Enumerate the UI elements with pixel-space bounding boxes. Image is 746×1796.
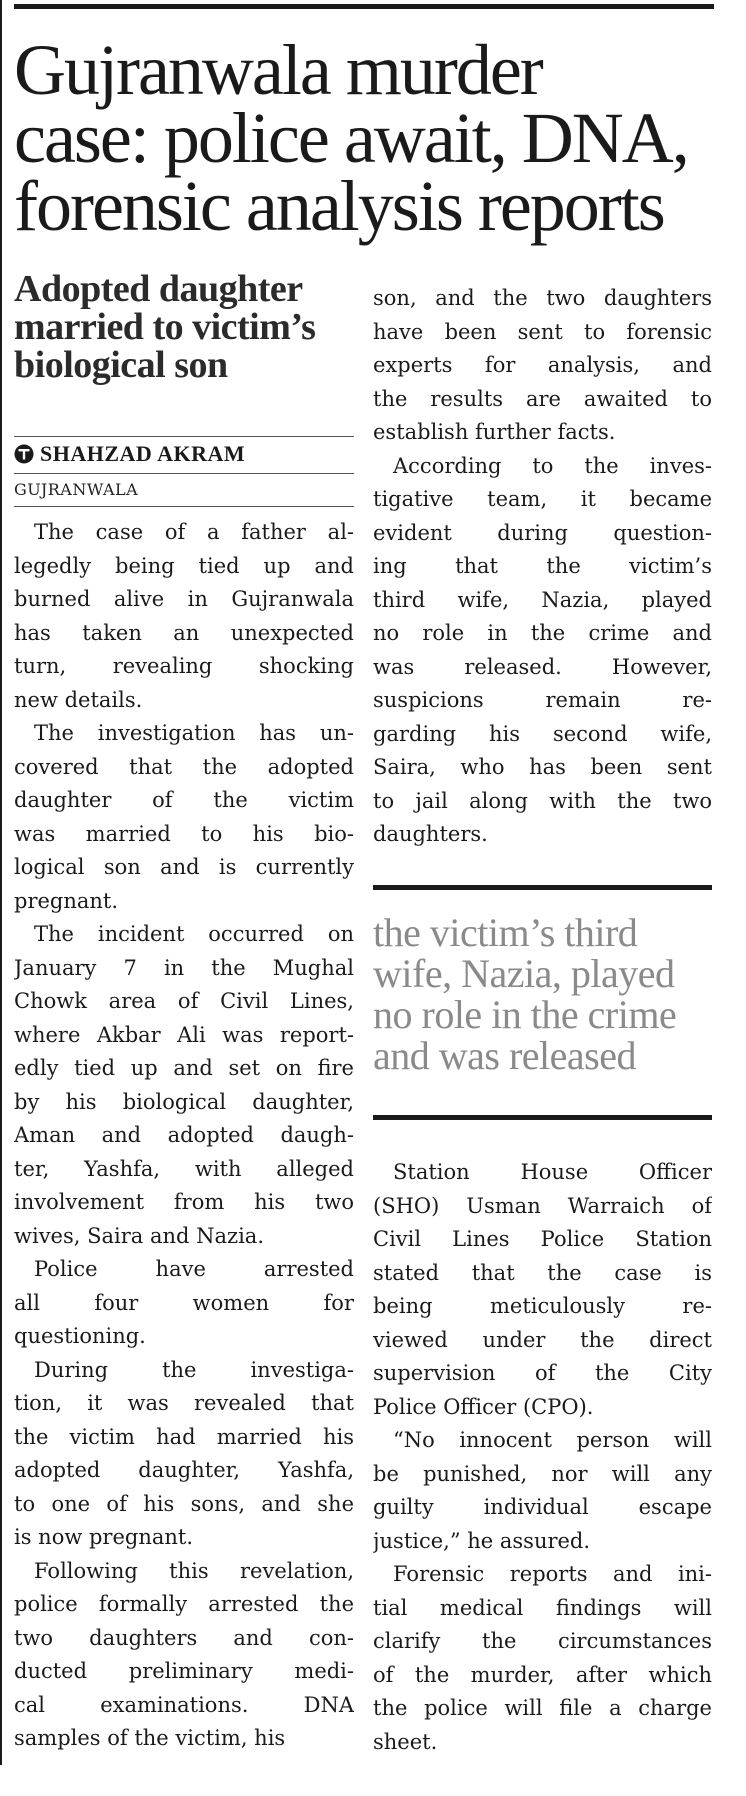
body-text-line: be punished, nor will any [373, 1461, 712, 1486]
body-text-line: two daughters and con- [14, 1625, 354, 1650]
body-text-line: being meticulously re- [373, 1294, 712, 1318]
body-text-line: have been sent to forensic [373, 319, 712, 344]
body-text-line: questioning. [14, 1324, 146, 1348]
body-text-line: involvement from his two [14, 1190, 354, 1214]
body-text-line: During the investiga- [34, 1357, 354, 1382]
body-text-line: Forensic reports and ini- [393, 1562, 712, 1586]
body-text-line: Civil Lines Police Station [373, 1227, 712, 1251]
byline [14, 442, 354, 469]
body-text-line: guilty individual escape [373, 1495, 712, 1519]
body-text-line: pregnant. [14, 888, 119, 913]
byline-bottom-rule [14, 506, 354, 507]
column-left [14, 268, 354, 1750]
body-text-line: turn, revealing shocking [14, 654, 354, 678]
body-text-line: cal examinations. DNA [14, 1692, 354, 1717]
body-text-line: ter, Yashfa, with alleged [14, 1156, 354, 1181]
body-text-line: logical son and is currently [14, 855, 354, 879]
body-text-line: Saira, who has been sent [373, 755, 712, 779]
body-text-line: (SHO) Usman Warraich of [373, 1193, 712, 1218]
body-text-line: edly tied up and set on fire [14, 1056, 354, 1080]
body-text-line: is now pregnant. [14, 1525, 194, 1549]
article-headline [14, 30, 724, 246]
pull-quote-line: no role in the crime [373, 992, 677, 1037]
top-border-rule [14, 4, 714, 9]
body-text-line: tigative team, it became [373, 487, 712, 511]
body-text-line: son, and the two daughters [373, 286, 712, 310]
body-text-line: to jail along with the two [373, 788, 712, 813]
body-text-line: Aman and adopted daugh- [14, 1123, 354, 1147]
subheadline-line: Adopted daughter [14, 268, 303, 310]
body-text-line: The case of a father al- [34, 520, 354, 544]
body-text-line: was released. However, [373, 654, 712, 679]
body-text-line: According to the inves- [393, 453, 712, 478]
body-text-line: of the murder, after which [373, 1662, 712, 1687]
byline-mid-rule [14, 473, 354, 474]
body-text-line: evident during question- [373, 520, 712, 545]
body-text-line: daughters. [373, 822, 488, 846]
body-text-line: covered that the adopted [14, 754, 354, 779]
body-text-line: samples of the victim, his [14, 1726, 286, 1750]
pull-quote-top-rule [373, 885, 712, 890]
body-text-line: sheet. [373, 1729, 438, 1754]
body-text-line: tial medical findings will [373, 1595, 712, 1620]
body-text-line: experts for analysis, and [373, 353, 712, 377]
body-text-line: establish further facts. [373, 420, 616, 444]
body-text-line: the police will file a charge [373, 1696, 712, 1720]
body-text-line: wives, Saira and Nazia. [14, 1223, 265, 1248]
body-text-line: ing that the victim’s [373, 554, 712, 578]
body-text-line: was married to his bio- [14, 821, 354, 846]
column-right-bottom-body [373, 1156, 712, 1759]
body-text-line: “No innocent person will [393, 1428, 712, 1452]
body-text-line: The investigation has un- [34, 721, 354, 745]
body-text-line: garding his second wife, [373, 721, 712, 746]
column-right-top-body [373, 282, 712, 852]
headline-line: case: police await, DNA, [14, 98, 688, 178]
pull-quote-line: the victim’s third [373, 910, 638, 955]
article-subheadline [14, 270, 354, 384]
body-text-line: third wife, Nazia, played [373, 587, 712, 612]
headline-line: Gujranwala murder [14, 30, 542, 110]
body-text-line: no role in the crime and [373, 621, 712, 645]
left-border-rule [0, 0, 2, 1765]
body-text-line: Following this revelation, [34, 1558, 354, 1583]
body-text-line: police formally arrested the [14, 1592, 354, 1616]
body-text-line: all four women for [14, 1290, 354, 1315]
author-name: SHAHZAD AKRAM [40, 441, 246, 466]
body-text-line: the victim had married his [14, 1424, 354, 1449]
body-text-line: by his biological daughter, [14, 1089, 354, 1114]
body-text-line: justice,” he assured. [373, 1528, 591, 1553]
body-text-line: daughter of the victim [14, 788, 354, 812]
headline-line: forensic analysis reports [14, 166, 664, 246]
byline-top-rule [14, 436, 354, 437]
body-text-line: ducted preliminary medi- [14, 1659, 354, 1683]
body-text-line: January 7 in the Mughal [14, 955, 354, 980]
body-text-line: to one of his sons, and she [14, 1491, 354, 1516]
subheadline-line: biological son [14, 344, 228, 386]
body-text-line: viewed under the direct [373, 1327, 712, 1352]
pull-quote [373, 912, 712, 1076]
body-text-line: new details. [14, 687, 143, 712]
body-text-line: clarify the circumstances [373, 1629, 712, 1653]
column-left-body [14, 516, 354, 1756]
body-text-line: stated that the case is [373, 1260, 712, 1285]
body-text-line: where Akbar Ali was report- [14, 1022, 354, 1047]
pull-quote-line: and was released [373, 1033, 636, 1078]
body-text-line: Station House Officer [393, 1160, 712, 1184]
body-text-line: supervision of the City [373, 1361, 712, 1385]
body-text-line: Police have arrested [34, 1257, 354, 1281]
body-text-line: burned alive in Gujranwala [14, 587, 354, 611]
body-text-line: tion, it was revealed that [14, 1391, 354, 1415]
body-text-line: the results are awaited to [373, 386, 712, 411]
newspaper-logo-icon [14, 444, 34, 469]
body-text-line: has taken an unexpected [14, 620, 354, 645]
body-text-line: suspicions remain re- [373, 688, 712, 712]
body-text-line: The incident occurred on [34, 922, 354, 946]
subheadline-line: married to victim’s [14, 306, 316, 348]
body-text-line: adopted daughter, Yashfa, [14, 1458, 354, 1482]
body-text-line: Chowk area of Civil Lines, [14, 989, 354, 1013]
pull-quote-bottom-rule [373, 1115, 712, 1120]
body-text-line: legedly being tied up and [14, 553, 354, 578]
body-text-line: Police Officer (CPO). [373, 1394, 594, 1419]
dateline: GUJRANWALA [14, 480, 139, 499]
pull-quote-line: wife, Nazia, played [373, 951, 675, 996]
